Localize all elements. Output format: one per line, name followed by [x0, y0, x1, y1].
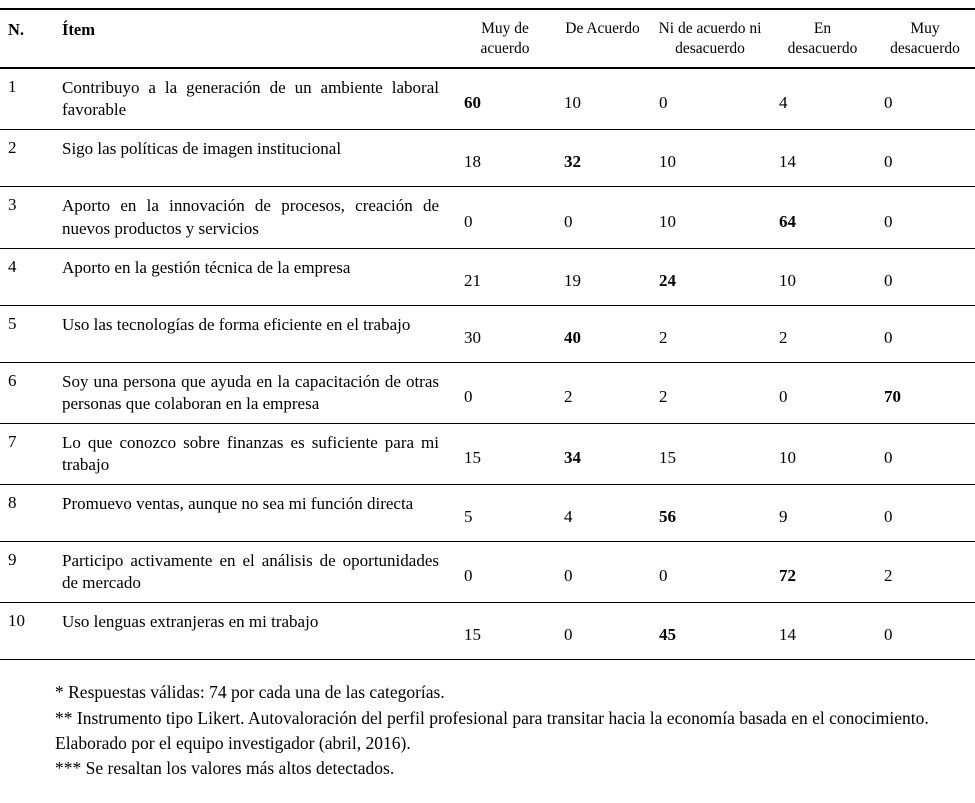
value-cell: 0: [884, 152, 893, 172]
header-item: Ítem: [62, 20, 95, 39]
row-number: 2: [8, 138, 17, 158]
table-row: [0, 248, 975, 305]
row-number: 8: [8, 493, 17, 513]
value-cell: 15: [464, 625, 481, 645]
value-cell: 10: [659, 211, 676, 231]
table-row: [0, 187, 975, 248]
value-cell: 4: [779, 93, 788, 113]
item-text: Soy una persona que ayuda en la capacitación de otras personas que colaboran en la empresa: [62, 371, 439, 413]
value-cell: 21: [464, 270, 481, 290]
likert-results-table: [0, 8, 975, 660]
value-cell: 0: [884, 447, 893, 467]
value-cell: 0: [464, 566, 473, 586]
value-cell-max: 40: [564, 327, 581, 347]
row-number: 5: [8, 313, 17, 333]
table-row: [0, 542, 975, 603]
table-footnotes: [55, 680, 945, 782]
footnote-valid-responses: * Respuestas válidas: 74 por cada una de las categorías.: [55, 682, 445, 703]
table-row: [0, 423, 975, 484]
table-row: [0, 130, 975, 187]
value-cell: 2: [659, 386, 668, 406]
table-row: [0, 305, 975, 362]
value-cell: 0: [659, 566, 668, 586]
item-text: Sigo las políticas de imagen institucional: [62, 139, 342, 159]
item-text: Lo que conozco sobre finanzas es suficiente para mi trabajo: [62, 432, 439, 474]
value-cell: 15: [464, 447, 481, 467]
footnote-highlight: *** Se resaltan los valores más altos detectados.: [55, 758, 395, 779]
value-cell: 0: [464, 211, 473, 231]
value-cell: 0: [884, 507, 893, 527]
header-ni-acuerdo-ni-des: Ni de acuerdo ni desacuerdo: [658, 20, 762, 58]
row-number: 10: [8, 611, 25, 631]
value-cell: 15: [659, 447, 676, 467]
value-cell-max: 72: [779, 566, 796, 586]
row-number: 4: [8, 256, 17, 276]
value-cell: 14: [779, 152, 796, 172]
value-cell: 0: [779, 386, 788, 406]
value-cell: 10: [564, 93, 581, 113]
value-cell: 10: [659, 152, 676, 172]
item-text: Uso lenguas extranjeras en mi trabajo: [62, 612, 319, 632]
header-row: [0, 9, 975, 68]
header-muy-de-acuerdo: Muy de acuerdo: [480, 20, 530, 58]
item-text: Contribuyo a la generación de un ambiente laboral favorable: [62, 78, 439, 120]
value-cell: 14: [779, 625, 796, 645]
value-cell: 4: [564, 507, 573, 527]
value-cell-max: 45: [659, 625, 676, 645]
value-cell: 0: [464, 386, 473, 406]
value-cell-max: 64: [779, 211, 796, 231]
item-text: Aporto en la innovación de procesos, creación de nuevos productos y servicios: [62, 196, 439, 238]
value-cell-max: 60: [464, 93, 481, 113]
row-number: 1: [8, 77, 17, 97]
row-number: 7: [8, 431, 17, 451]
row-number: 6: [8, 370, 17, 390]
item-text: Uso las tecnologías de forma eficiente en el trabajo: [62, 314, 411, 334]
value-cell: 0: [659, 93, 668, 113]
header-n: N.: [8, 20, 25, 39]
table-body: [0, 68, 975, 659]
header-en-desacuerdo: En desacuerdo: [787, 20, 858, 58]
value-cell: 18: [464, 152, 481, 172]
value-cell: 0: [884, 93, 893, 113]
value-cell: 5: [464, 507, 473, 527]
value-cell: 2: [884, 566, 893, 586]
row-number: 3: [8, 195, 17, 215]
table-header: [0, 9, 975, 68]
value-cell-max: 34: [564, 447, 581, 467]
table-row: [0, 485, 975, 542]
value-cell: 0: [884, 327, 893, 347]
value-cell: 0: [564, 211, 573, 231]
value-cell: 10: [779, 270, 796, 290]
footnote-instrument: ** Instrumento tipo Likert. Autovaloración del perfil profesional para transitar hacia la economía basada en el conocimiento. Elaborado por el equipo investigador (abril, 2016).: [55, 707, 929, 753]
header-muy-desacuerdo: Muy desacuerdo: [890, 20, 960, 58]
header-de-acuerdo: De Acuerdo: [565, 20, 640, 37]
value-cell: 19: [564, 270, 581, 290]
table-row: [0, 68, 975, 130]
value-cell: 2: [564, 386, 573, 406]
value-cell: 2: [779, 327, 788, 347]
item-text: Aporto en la gestión técnica de la empresa: [62, 257, 351, 277]
item-text: Participo activamente en el análisis de oportunidades de mercado: [62, 551, 439, 593]
value-cell-max: 70: [884, 386, 901, 406]
table-row: [0, 603, 975, 660]
value-cell-max: 32: [564, 152, 581, 172]
value-cell: 0: [564, 566, 573, 586]
value-cell: 10: [779, 447, 796, 467]
value-cell: 0: [564, 625, 573, 645]
value-cell: 0: [884, 211, 893, 231]
value-cell: 0: [884, 270, 893, 290]
value-cell: 0: [884, 625, 893, 645]
table-row: [0, 362, 975, 423]
value-cell-max: 24: [659, 270, 676, 290]
item-text: Promuevo ventas, aunque no sea mi función directa: [62, 494, 414, 514]
row-number: 9: [8, 550, 17, 570]
value-cell: 30: [464, 327, 481, 347]
value-cell: 2: [659, 327, 668, 347]
value-cell-max: 56: [659, 507, 676, 527]
value-cell: 9: [779, 507, 788, 527]
